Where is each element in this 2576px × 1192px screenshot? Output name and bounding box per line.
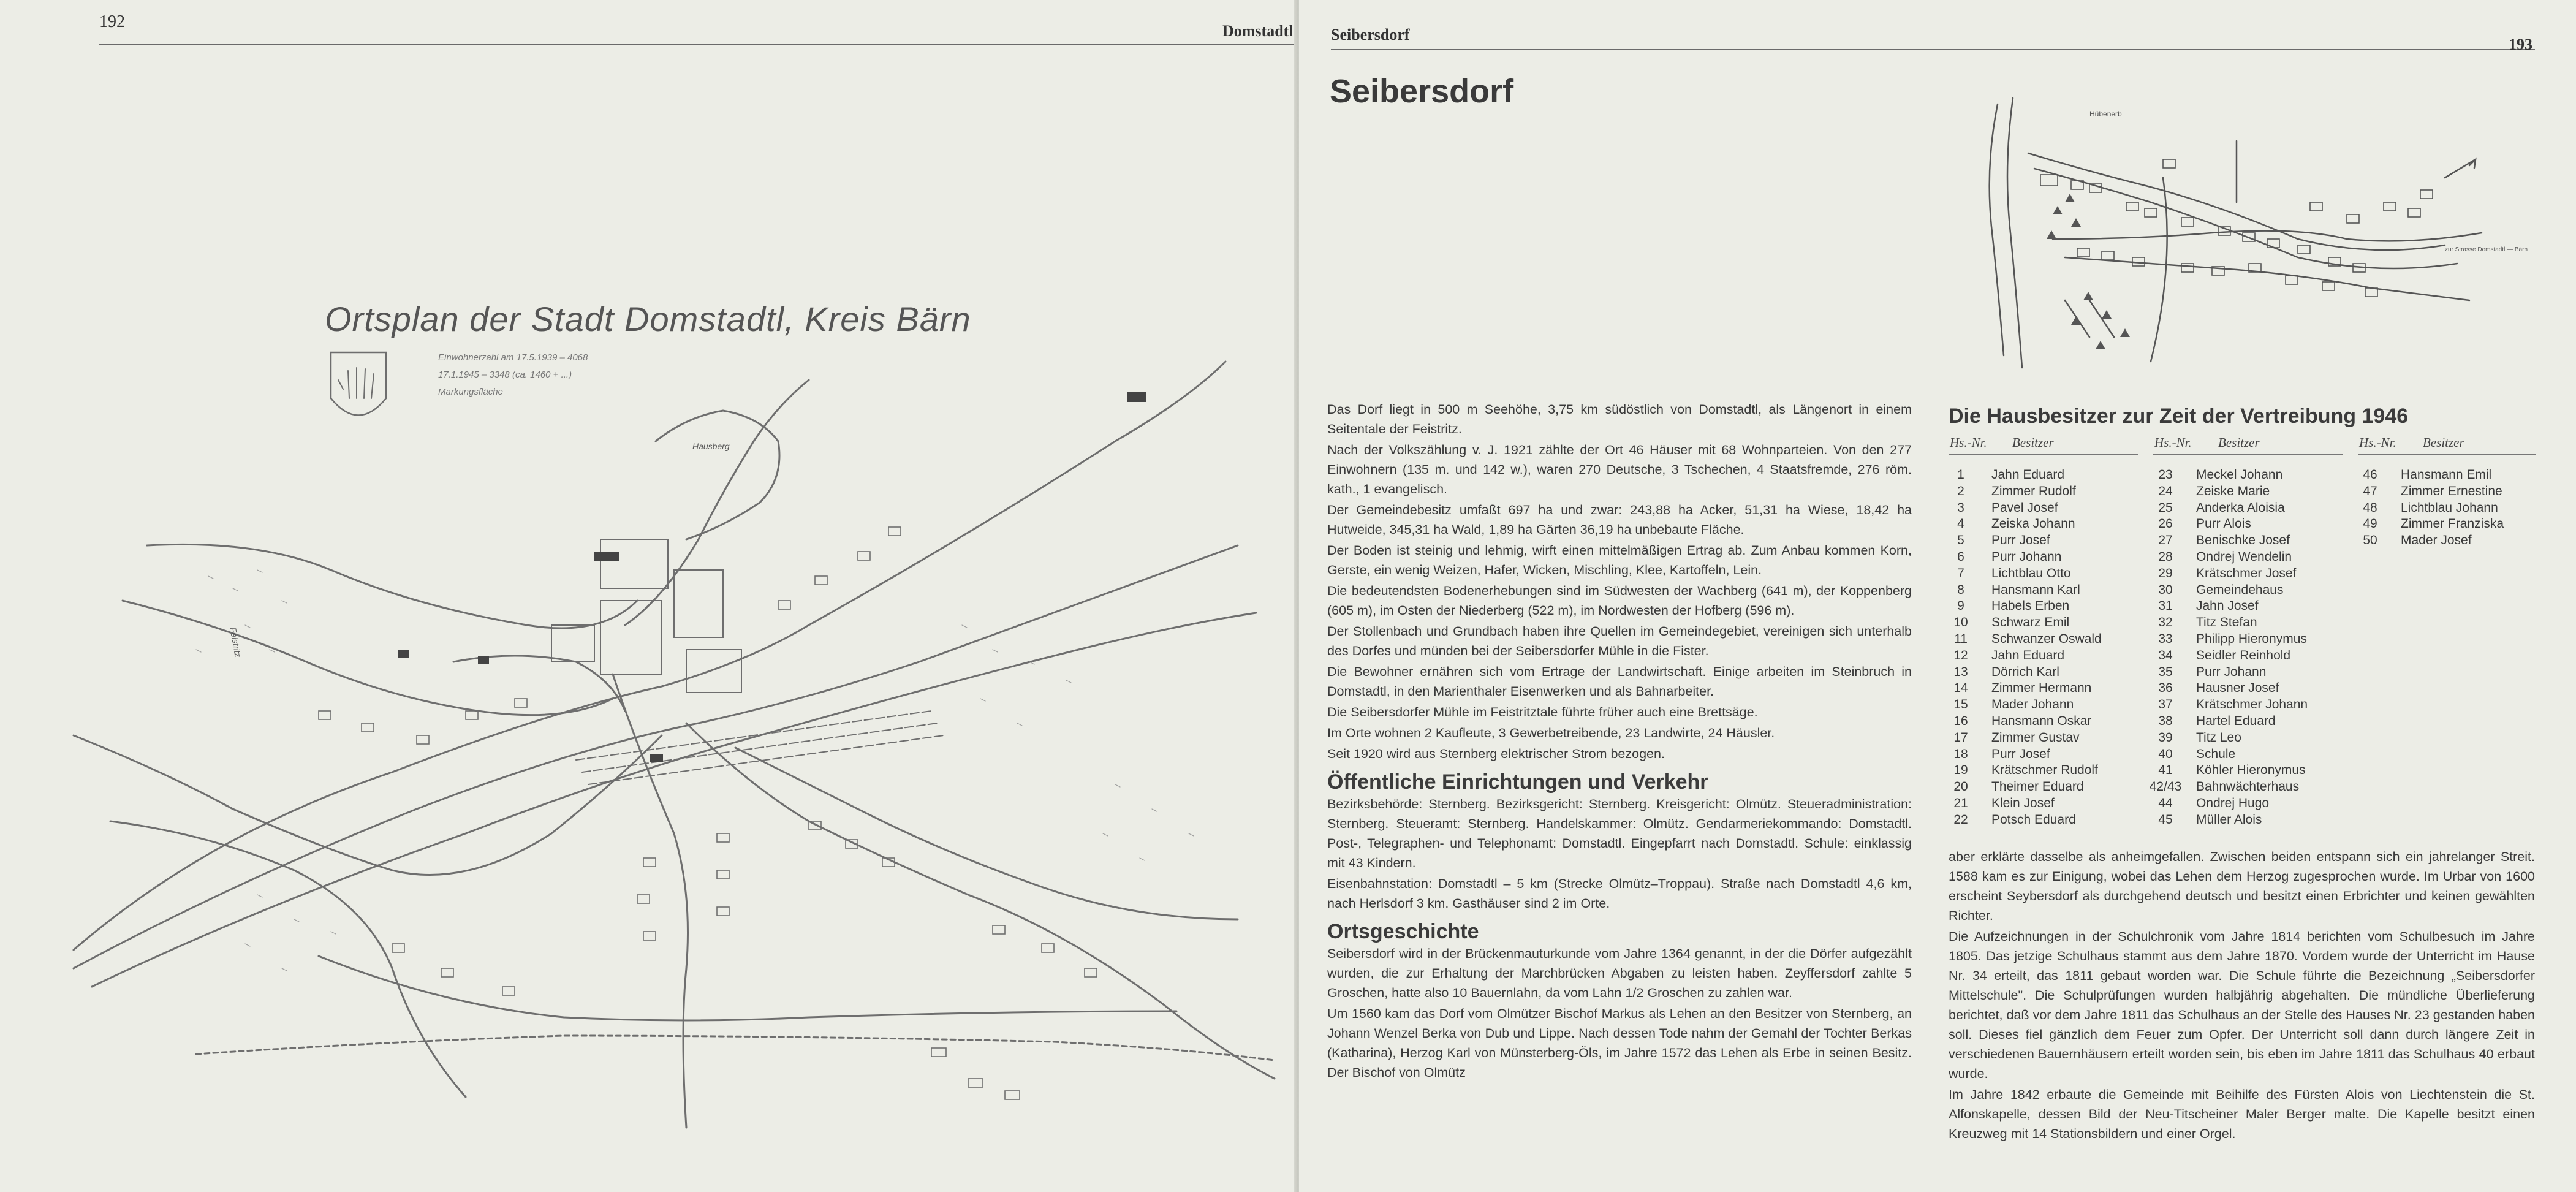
- owner-name: Ondrej Wendelin: [2196, 549, 2292, 564]
- article-column-right: [1949, 847, 2535, 1145]
- house-number: 30: [2158, 582, 2173, 597]
- owner-name: Purr Johann: [2196, 664, 2267, 679]
- intro-paragraph: Die Seibersdorfer Mühle im Feistritztale führte früher auch eine Brettsäge.: [1327, 705, 1758, 719]
- table-header-rule: [2358, 454, 2536, 455]
- section-paragraph: Um 1560 kam das Dorf vom Olmützer Bischof Markus als Lehen an den Besitzer von Sternberg, an Johann Wenzel Berka von Dub und Lippe. Nach dessen Tode nahm der Gemahl der Tochter Berkas (Katharina), Herzog Karl von Münsterberg-Öls, im Jahre 1572 das Lehen als Erbe in seinen Besitz. Der Bischof von Olmütz: [1327, 1006, 1912, 1080]
- section-heading-history: Ortsgeschichte: [1327, 920, 1479, 943]
- table-row: [1930, 549, 2102, 566]
- house-number: 37: [2158, 697, 2173, 712]
- owners-column-1: [1930, 467, 2102, 829]
- history-paragraph: aber erklärte dasselbe als anheimgefallen. Zwischen beiden entspann sich ein jahrelanger Streit. 1588 kam es zur Einigung, wobei das Lehen dem Herzog zugesprochen wurde. Im Urbar von 1600 erscheint Seybersdorf als durchgehend deutsch und besitzt einen Erbrichter und keinen gewählten Richter.: [1949, 849, 2535, 923]
- table-row: [2135, 566, 2308, 582]
- owner-name: Titz Leo: [2196, 730, 2241, 745]
- owner-name: Hausner Josef: [2196, 681, 2279, 696]
- table-row: [2135, 631, 2308, 648]
- table-row: [1930, 664, 2102, 681]
- table-row: [1930, 697, 2102, 713]
- owner-name: Titz Stefan: [2196, 615, 2257, 630]
- table-row: [1930, 516, 2102, 533]
- house-number: 8: [1957, 582, 1964, 597]
- table-header-rule: [2153, 454, 2343, 455]
- map-label-north: Hausberg: [692, 441, 730, 451]
- map-title: Ortsplan der Stadt Domstadtl, Kreis Bärn: [325, 300, 971, 338]
- intro-paragraph: Im Orte wohnen 2 Kaufleute, 3 Gewerbetreibende, 23 Landwirte, 24 Häusler.: [1327, 726, 1775, 740]
- owner-name: Hartel Eduard: [2196, 713, 2276, 728]
- table-row: [1930, 484, 2102, 500]
- table-row: [1930, 533, 2102, 549]
- house-number: 18: [1953, 746, 1968, 761]
- header-rule-left: [99, 44, 1294, 45]
- owner-name: Lichtblau Johann: [2401, 500, 2498, 515]
- table-row: [1930, 615, 2102, 631]
- house-number: 15: [1953, 697, 1968, 712]
- table-row: [2339, 500, 2504, 517]
- house-number: 7: [1957, 566, 1964, 580]
- sketch-label-right: zur Strasse Domstadtl — Bärn: [2445, 246, 2528, 253]
- table-row: [2135, 615, 2308, 631]
- table-header-nr: Hs.-Nr.: [2359, 435, 2396, 450]
- page-number-right: 193: [2509, 36, 2532, 53]
- table-row: [2135, 533, 2308, 549]
- table-row: [2339, 533, 2504, 549]
- owner-name: Purr Alois: [2196, 517, 2251, 531]
- intro-paragraph: Nach der Volkszählung v. J. 1921 zählte der Ort 46 Häuser mit 68 Wohnparteien. Von den 277 Einwohnern (135 m. und 142 w.), waren 270 Deutsche, 3 Tschechen, 4 Staatsfremde, 276 röm. kath., 1 evangelisch.: [1327, 442, 1912, 496]
- house-number: 13: [1953, 664, 1968, 679]
- owner-name: Zeiske Marie: [2196, 484, 2270, 498]
- section-paragraph: Seibersdorf wird in der Brückenmauturkunde vom Jahre 1364 genannt, in der die Dörfer aufgezählt wurden, die zur Erhaltung der Marchbrücken Abgaben zu leisten haben. Zeyffersdorf zahlte 5 Groschen, hatte also 10 Bauernlahn, da vom Lahn 1/2 Groschen zu zahlen war.: [1327, 946, 1912, 1000]
- house-number: 42/43: [2149, 780, 2182, 794]
- table-row: [2135, 779, 2308, 795]
- table-row: [2135, 680, 2308, 697]
- house-number: 20: [1953, 780, 1968, 794]
- table-row: [2135, 812, 2308, 829]
- house-number: 1: [1957, 468, 1964, 482]
- article-column-left: [1327, 400, 1912, 1084]
- header-rule-right: [1331, 49, 2535, 50]
- table-row: [1930, 713, 2102, 730]
- house-number: 45: [2158, 812, 2173, 827]
- owner-name: Mader Johann: [1991, 697, 2074, 712]
- owner-name: Seidler Reinhold: [2196, 648, 2291, 662]
- owner-name: Mader Josef: [2401, 533, 2472, 548]
- house-number: 38: [2158, 713, 2173, 728]
- table-row: [1930, 680, 2102, 697]
- table-row: [1930, 795, 2102, 812]
- table-row: [1930, 730, 2102, 746]
- owner-name: Ondrej Hugo: [2196, 795, 2270, 810]
- owner-name: Dörrich Karl: [1991, 664, 2059, 679]
- owner-name: Krätschmer Josef: [2196, 566, 2297, 580]
- section-heading-infrastructure: Öffentliche Einrichtungen und Verkehr: [1327, 770, 1708, 794]
- owner-name: Zeiska Johann: [1991, 517, 2075, 531]
- owner-name: Anderka Aloisia: [2196, 500, 2285, 515]
- table-row: [2135, 746, 2308, 763]
- owner-name: Purr Josef: [1991, 746, 2050, 761]
- section-paragraph: Eisenbahnstation: Domstadtl – 5 km (Strecke Olmütz–Troppau). Straße nach Domstadtl 4,6 km, nach Herlsdorf 3 km. Gasthäuser sind 2 im Orte.: [1327, 876, 1912, 911]
- page-number-left: 192: [99, 12, 125, 31]
- house-number: 28: [2158, 549, 2173, 564]
- house-number: 29: [2158, 566, 2173, 580]
- table-row: [2135, 467, 2308, 484]
- table-row: [1930, 500, 2102, 517]
- table-row: [2135, 484, 2308, 500]
- owner-name: Gemeindehaus: [2196, 582, 2284, 597]
- house-number: 48: [2363, 500, 2377, 515]
- table-row: [1930, 812, 2102, 829]
- house-number: 47: [2363, 484, 2377, 498]
- sketch-drawing: [1979, 80, 2528, 374]
- table-row: [1930, 598, 2102, 615]
- house-number: 10: [1953, 615, 1968, 630]
- owner-name: Hansmann Karl: [1991, 582, 2080, 597]
- table-header-nr: Hs.-Nr.: [1950, 435, 1987, 450]
- house-number: 17: [1953, 730, 1968, 745]
- owner-name: Krätschmer Johann: [2196, 697, 2308, 712]
- house-number: 23: [2158, 468, 2173, 482]
- table-row: [2135, 762, 2308, 779]
- house-number: 39: [2158, 730, 2173, 745]
- house-number: 35: [2158, 664, 2173, 679]
- intro-paragraph: Die Bewohner ernähren sich vom Ertrage der Landwirtschaft. Einige arbeiten im Steinbruch in Domstadtl, in den Marienthaler Eisenwerken und als Bahnarbeiter.: [1327, 664, 1912, 699]
- intro-paragraph: Seit 1920 wird aus Sternberg elektrischer Strom bezogen.: [1327, 746, 1665, 761]
- house-number: 44: [2158, 795, 2173, 810]
- intro-paragraph: Das Dorf liegt in 500 m Seehöhe, 3,75 km südöstlich von Domstadtl, als Längenort in einem Seitentale der Feistritz.: [1327, 402, 1912, 436]
- map-subtitle: Einwohnerzahl am 17.5.1939 – 4068 17.1.1945 – 3348 (ca. 1460 + ...) Markungsfläche: [438, 352, 588, 397]
- owner-name: Müller Alois: [2196, 812, 2262, 827]
- owner-name: Philipp Hieronymus: [2196, 631, 2307, 646]
- house-number: 24: [2158, 484, 2173, 498]
- table-row: [1930, 762, 2102, 779]
- owner-name: Schwanzer Oswald: [1991, 631, 2102, 646]
- owner-name: Jahn Eduard: [1991, 468, 2065, 482]
- house-number: 46: [2363, 468, 2377, 482]
- intro-paragraph: Der Stollenbach und Grundbach haben ihre Quellen im Gemeindegebiet, vereinigen sich unterhalb des Dorfes und münden bei der Seibersdorfer Mühle in die Fister.: [1327, 624, 1912, 658]
- table-row: [2135, 549, 2308, 566]
- house-number: 36: [2158, 681, 2173, 696]
- table-header-rule: [1949, 454, 2138, 455]
- table-row: [1930, 582, 2102, 599]
- house-number: 31: [2158, 599, 2173, 613]
- house-number: 4: [1957, 517, 1964, 531]
- house-number: 41: [2158, 763, 2173, 778]
- table-row: [1930, 566, 2102, 582]
- table-row: [1930, 467, 2102, 484]
- owner-name: Pavel Josef: [1991, 500, 2058, 515]
- owners-column-2: [2135, 467, 2308, 829]
- owner-name: Lichtblau Otto: [1991, 566, 2071, 580]
- house-number: 12: [1953, 648, 1968, 662]
- house-number: 32: [2158, 615, 2173, 630]
- owner-name: Schule: [2196, 746, 2236, 761]
- house-number: 16: [1953, 713, 1968, 728]
- table-row: [1930, 631, 2102, 648]
- house-number: 22: [1953, 812, 1968, 827]
- intro-paragraph: Der Gemeindebesitz umfaßt 697 ha und zwar: 243,88 ha Acker, 51,31 ha Wiese, 18,42 ha Hutweide, 345,31 ha Wald, 1,89 ha Gärten 36,19 ha unbebaute Fläche.: [1327, 503, 1912, 537]
- owner-name: Benischke Josef: [2196, 533, 2290, 548]
- house-number: 14: [1953, 681, 1968, 696]
- house-number: 40: [2158, 746, 2173, 761]
- owner-name: Klein Josef: [1991, 795, 2055, 810]
- owner-name: Purr Johann: [1991, 549, 2062, 564]
- sketch-label-hill: Hübenerb: [2089, 110, 2122, 118]
- owner-name: Bahnwächterhaus: [2196, 780, 2300, 794]
- table-row: [1930, 746, 2102, 763]
- table-row: [2135, 664, 2308, 681]
- house-number: 50: [2363, 533, 2377, 548]
- table-row: [2135, 697, 2308, 713]
- owners-table-title: Die Hausbesitzer zur Zeit der Vertreibung 1946: [1949, 404, 2409, 428]
- owner-name: Meckel Johann: [2196, 468, 2283, 482]
- table-header-owner: Besitzer: [2012, 435, 2054, 450]
- table-row: [1930, 779, 2102, 795]
- table-row: [2135, 500, 2308, 517]
- house-number: 2: [1957, 484, 1964, 498]
- owner-name: Theimer Eduard: [1991, 780, 2084, 794]
- table-row: [2339, 467, 2504, 484]
- intro-paragraph: Die bedeutendsten Bodenerhebungen sind im Südwesten der Wachberg (641 m), der Koppenberg (605 m), im Osten der Niederberg (522 m), im Nordwesten der Hofberg (596 m).: [1327, 583, 1912, 618]
- table-header-owner: Besitzer: [2218, 435, 2260, 450]
- house-number: 26: [2158, 517, 2173, 531]
- owner-name: Zimmer Hermann: [1991, 681, 2092, 696]
- house-number: 49: [2363, 517, 2377, 531]
- table-row: [2339, 484, 2504, 500]
- table-row: [2135, 795, 2308, 812]
- owners-column-3: [2339, 467, 2504, 549]
- map-drawing: [74, 282, 1275, 1152]
- owner-name: Hansmann Oskar: [1991, 713, 2092, 728]
- table-row: [2135, 598, 2308, 615]
- owner-name: Zimmer Rudolf: [1991, 484, 2076, 498]
- house-number: 27: [2158, 533, 2173, 548]
- house-number: 21: [1953, 795, 1968, 810]
- owner-name: Zimmer Gustav: [1991, 730, 2080, 745]
- house-number: 19: [1953, 763, 1968, 778]
- owner-name: Purr Josef: [1991, 533, 2050, 548]
- table-row: [2135, 648, 2308, 664]
- table-row: [2135, 713, 2308, 730]
- house-number: 3: [1957, 500, 1964, 515]
- house-number: 9: [1957, 599, 1964, 613]
- owner-name: Zimmer Franziska: [2401, 517, 2504, 531]
- history-paragraph: Im Jahre 1842 erbaute die Gemeinde mit Beihilfe des Fürsten Alois von Liechtenstein die St. Alfonskapelle, dessen Bild der Neu-Titscheiner Maler Berger malte. Die Kapelle besitzt einen Kreuzweg mit 14 Stationsbildern und einer Orgel.: [1949, 1087, 2535, 1141]
- table-row: [2339, 516, 2504, 533]
- table-header-owner: Besitzer: [2423, 435, 2464, 450]
- owner-name: Hansmann Emil: [2401, 468, 2492, 482]
- table-row: [1930, 648, 2102, 664]
- table-row: [2135, 582, 2308, 599]
- section-paragraph: Bezirksbehörde: Sternberg. Bezirksgericht: Sternberg. Kreisgericht: Olmütz. Steueradministration: Sternberg. Steueramt: Sternberg. Handelskammer: Olmütz. Gendarmeriekommando: Domstadtl. Post-, Telegraphen- und Telephonamt: Domstadtl. Eingepfarrt nach Domstadtl. Schule: einklassig mit 43 Kindern.: [1327, 797, 1912, 870]
- map-label-west: Feistritz: [228, 626, 243, 658]
- owner-name: Jahn Eduard: [1991, 648, 2065, 662]
- owner-name: Habels Erben: [1991, 599, 2070, 613]
- owner-name: Jahn Josef: [2196, 599, 2259, 613]
- history-paragraph: Die Aufzeichnungen in der Schulchronik vom Jahre 1814 berichten vom Schulbesuch im Jahre 1805. Das jetzige Schulhaus stammt aus dem Jahre 1870. Vordem wurde der Unterricht im Hause Nr. 34 erteilt, das 1811 gebaut worden war. Die Schule führte die Bezeichnung „Seibersdorfer Mittelschule". Die Schulprüfungen wurden halbjährig abgehalten. Die mündliche Überlieferung berichtet, daß vor dem Jahre 1811 das Schulhaus an der Stelle des Hauses Nr. 23 gestanden haben soll. Dieses fiel gänzlich dem Feuer zum Opfer. Der Unterricht soll dann durch längere Zeit in verschiedenen Bauernhäusern erteilt worden sein, bis eben im Jahre 1811 das Schulhaus 40 erbaut wurde.: [1949, 929, 2535, 1081]
- owner-name: Zimmer Ernestine: [2401, 484, 2502, 498]
- house-number: 6: [1957, 549, 1964, 564]
- table-header-nr: Hs.-Nr.: [2154, 435, 2192, 450]
- house-number: 25: [2158, 500, 2173, 515]
- house-number: 34: [2158, 648, 2173, 662]
- article-title: Seibersdorf: [1330, 73, 1514, 110]
- owner-name: Krätschmer Rudolf: [1991, 763, 2098, 778]
- table-row: [2135, 516, 2308, 533]
- house-number: 33: [2158, 631, 2173, 646]
- running-head-right: Seibersdorf: [1331, 26, 1410, 44]
- house-number: 11: [1954, 631, 1968, 646]
- seibersdorf-sketch-map: [1979, 80, 2528, 374]
- owner-name: Schwarz Emil: [1991, 615, 2070, 630]
- house-number: 5: [1957, 533, 1964, 548]
- intro-paragraph: Der Boden ist steinig und lehmig, wirft einen mittelmäßigen Ertrag ab. Zum Anbau kommen Korn, Gerste, ein wenig Weizen, Hafer, Wicken, Mischling, Klee, Kartoffeln, Lein.: [1327, 543, 1912, 577]
- owner-name: Köhler Hieronymus: [2196, 763, 2306, 778]
- domstadtl-town-map: [74, 282, 1275, 1152]
- table-row: [2135, 730, 2308, 746]
- running-head-left: Domstadtl: [1222, 22, 1294, 40]
- owner-name: Potsch Eduard: [1991, 812, 2076, 827]
